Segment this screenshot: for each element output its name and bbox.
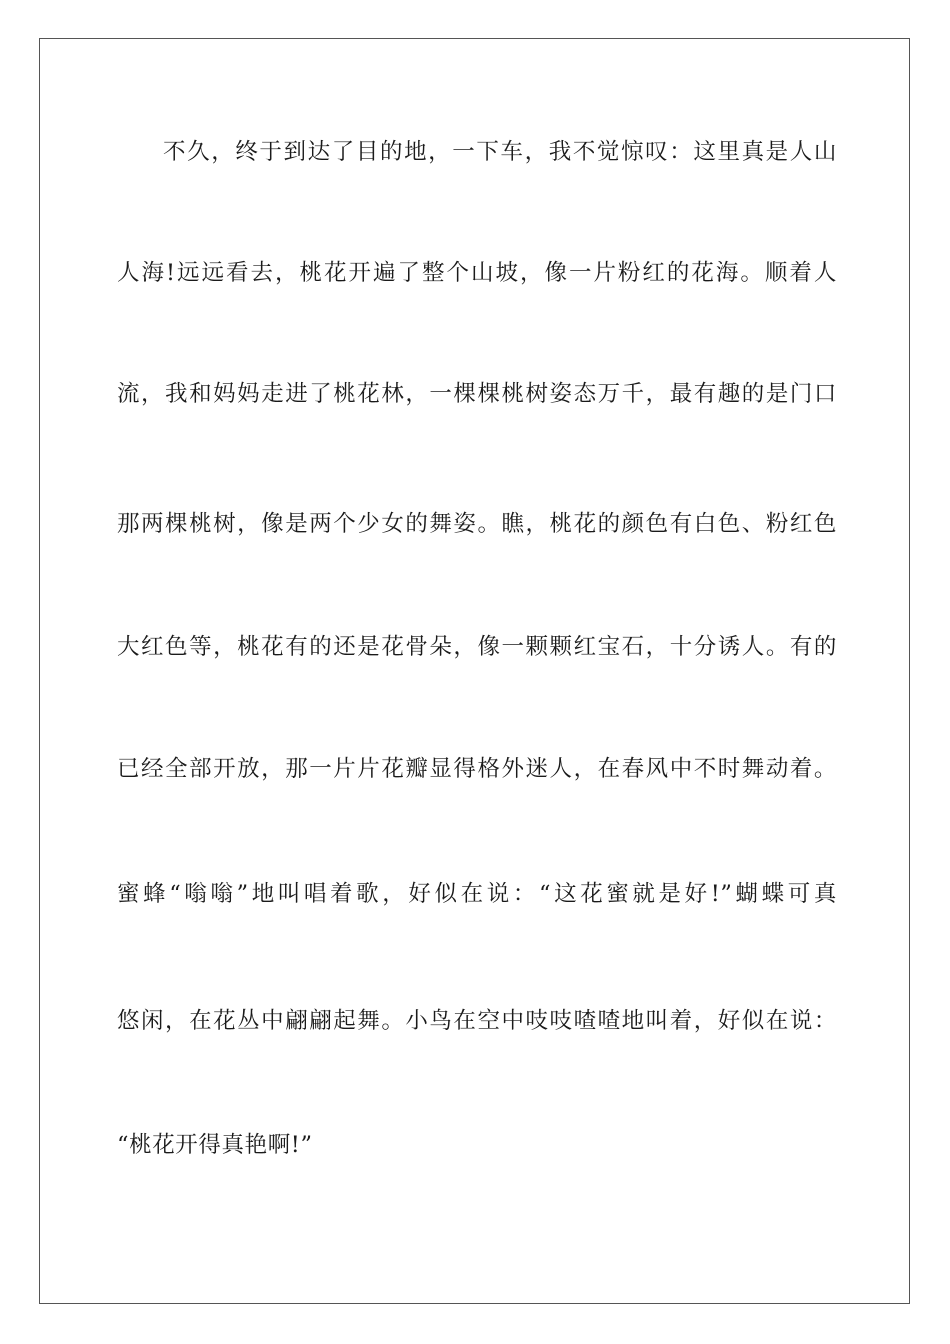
paragraph-line: 蜜蜂“嗡嗡”地叫唱着歌，好似在说：“这花蜜就是好!”蝴蝶可真 — [117, 881, 837, 907]
paragraph-line: 人海!远远看去，桃花开遍了整个山坡，像一片粉红的花海。顺着人 — [117, 260, 837, 286]
paragraph-line: 流，我和妈妈走进了桃花林，一棵棵桃树姿态万千，最有趣的是门口 — [117, 381, 837, 407]
paragraph-line: 那两棵桃树，像是两个少女的舞姿。瞧，桃花的颜色有白色、粉红色 — [117, 511, 837, 537]
paragraph-line: 悠闲，在花丛中翩翩起舞。小鸟在空中吱吱喳喳地叫着，好似在说： — [117, 1008, 837, 1034]
paragraph-line: 大红色等，桃花有的还是花骨朵，像一颗颗红宝石，十分诱人。有的 — [117, 634, 837, 660]
page-border — [39, 38, 910, 1304]
paragraph-line: “桃花开得真艳啊!” — [117, 1132, 313, 1158]
paragraph-line: 不久，终于到达了目的地，一下车，我不觉惊叹：这里真是人山 — [163, 139, 837, 165]
paragraph-line: 已经全部开放，那一片片花瓣显得格外迷人，在春风中不时舞动着。 — [117, 756, 837, 782]
